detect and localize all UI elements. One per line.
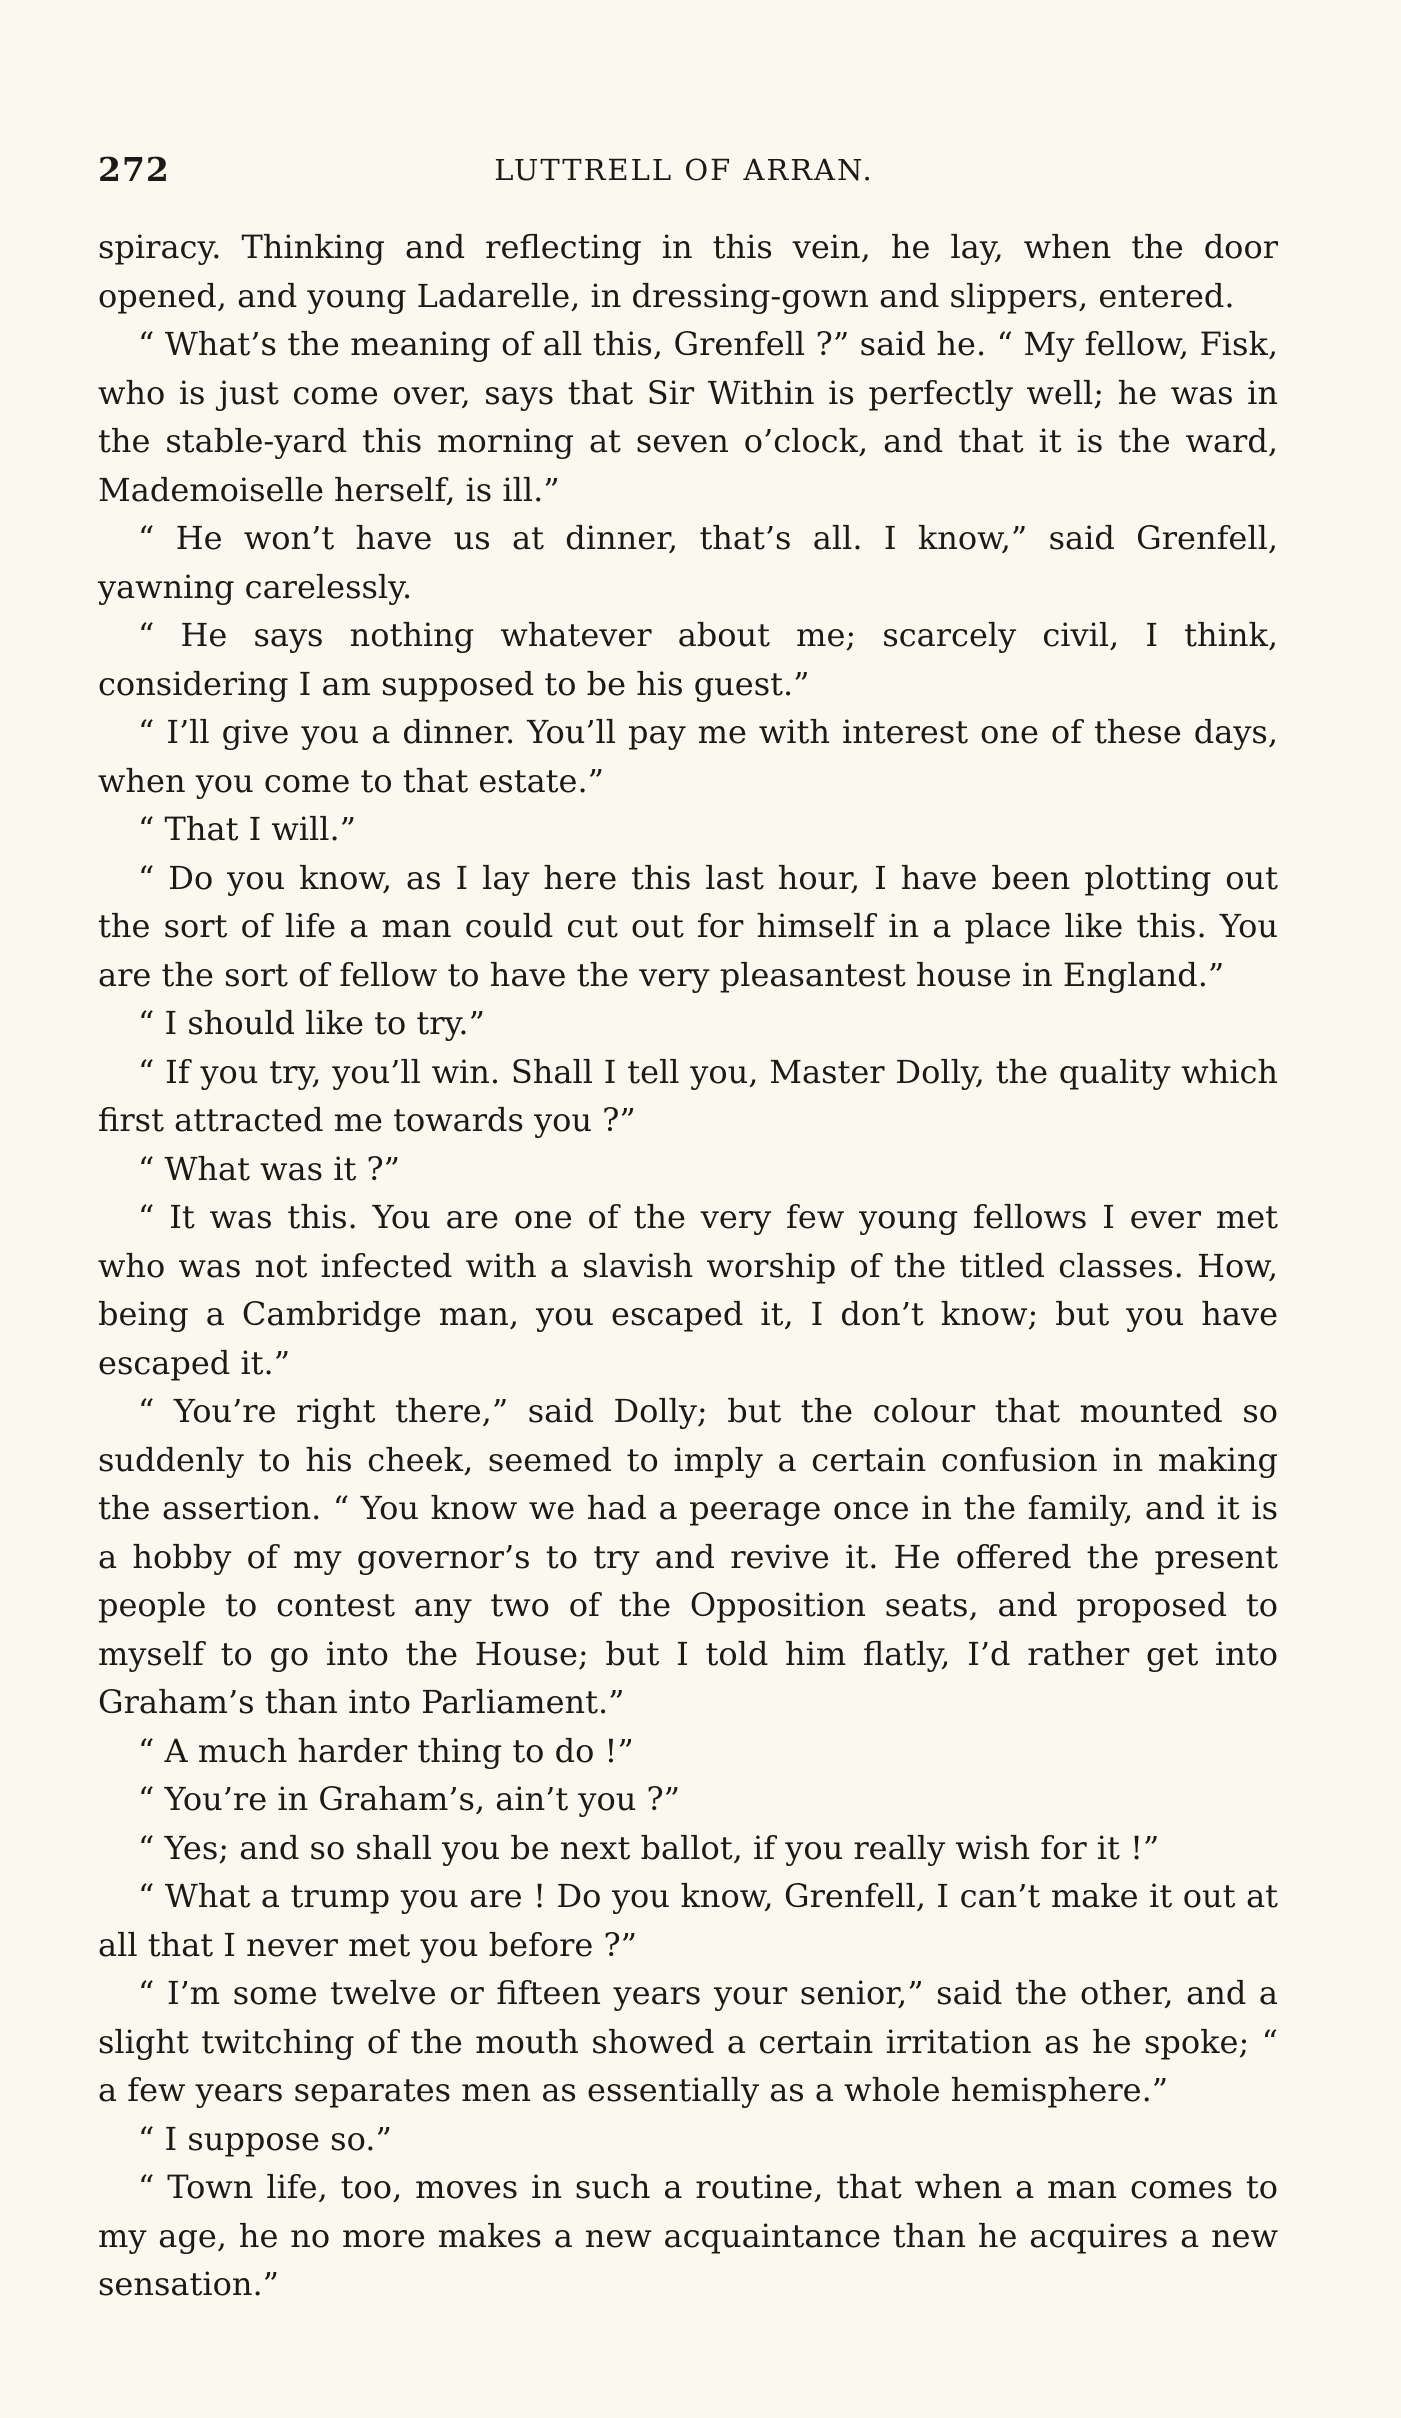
paragraph: “ It was this. You are one of the very few young fellows I ever met who was not infected with a slavish worship of the titled classes. How, being a Cambridge man, you escaped it, I don’t know; but you have escaped it.” — [98, 1198, 1278, 1382]
paragraph: “ Town life, too, moves in such a routine, that when a man comes to my age, he no more makes a new acquaintance than he acquires a new sensation.” — [98, 2168, 1278, 2303]
paragraph: “ He says nothing whatever about me; scarcely civil, I think, considering I am supposed to be his guest.” — [98, 616, 1278, 703]
running-head: LUTTRELL OF ARRAN. — [494, 153, 874, 187]
paragraph: “ What was it ?” — [138, 1149, 400, 1188]
body-text — [98, 223, 1278, 2309]
paragraph: “ I’ll give you a dinner. You’ll pay me with interest one of these days, when you come to that estate.” — [98, 713, 1278, 800]
page-number: 272 — [98, 150, 170, 189]
paragraph: “ I suppose so.” — [138, 2119, 392, 2158]
paragraph: spiracy. Thinking and reflecting in this vein, he lay, when the door opened, and young Ladarelle, in dressing-gown and slippers, entered. — [98, 228, 1278, 315]
paragraph: “ He won’t have us at dinner, that’s all. I know,” said Grenfell, yawning carelessly. — [98, 519, 1278, 606]
paragraph: “ You’re in Graham’s, ain’t you ?” — [138, 1780, 681, 1818]
paragraph: “ You’re right there,” said Dolly; but the colour that mounted so suddenly to his cheek, seemed to imply a certain confusion in making the assertion. “ You know we had a peerage once in the family, and it is a hobby of my governor’s to try and revive it. He offered the present people to contest any two of the Opposition seats, and proposed to myself to go into the House; but I told him flatly, I’d rather get into Graham’s than into Parliament.” — [98, 1392, 1278, 1721]
paragraph: “ That I will.” — [138, 810, 357, 848]
paragraph: “ What a trump you are ! Do you know, Grenfell, I can’t make it out at all that I never met you before ?” — [98, 1877, 1278, 1964]
paragraph: “ Yes; and so shall you be next ballot, if you really wish for it !” — [138, 1828, 1160, 1867]
paragraph: “ If you try, you’ll win. Shall I tell you, Master Dolly, the quality which first attracted me towards you ?” — [98, 1052, 1278, 1139]
paragraph: “ I’m some twelve or fifteen years your senior,” said the other, and a slight twitching of the mouth showed a certain irritation as he spoke; “ a few years separates men as essentially as a whole hemisphere.” — [98, 1974, 1278, 2109]
paragraph: “ Do you know, as I lay here this last hour, I have been plotting out the sort of life a man could cut out for himself in a place like this. You are the sort of fellow to have the very pleasantest house in England.” — [98, 858, 1278, 994]
paragraph: “ What’s the meaning of all this, Grenfell ?” said he. “ My fellow, Fisk, who is just come over, says that Sir Within is perfectly well; he was in the stable-yard this morning at seven o’clock, and that it is the ward, Mademoiselle herself, is ill.” — [98, 325, 1278, 509]
page-header — [98, 146, 1270, 194]
paragraph: “ A much harder thing to do !” — [138, 1731, 634, 1770]
paragraph: “ I should like to try.” — [138, 1004, 485, 1042]
